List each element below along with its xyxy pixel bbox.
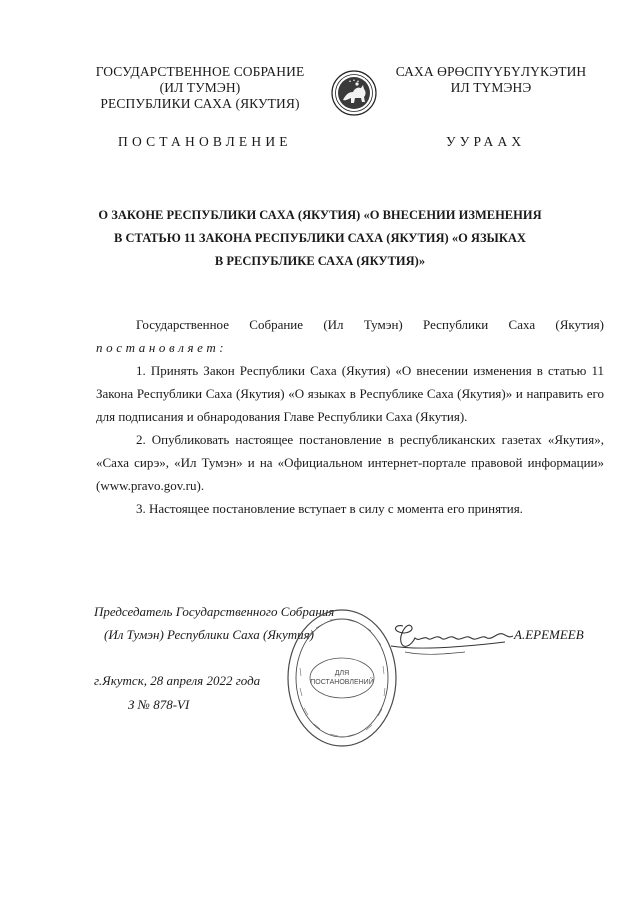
intro-word: Тумэн) [363, 317, 403, 332]
intro-word: (Ил [323, 317, 344, 332]
stamp-line-1: ДЛЯ [334, 670, 350, 677]
doc-type-russian: ПОСТАНОВЛЕНИЕ [118, 134, 292, 149]
document-number: З № 878-VI [128, 697, 190, 712]
paragraph-3: 3. Настоящее постановление вступает в силу с момента его принятия. [136, 501, 523, 516]
title-line-3: В РЕСПУБЛИКЕ САХА (ЯКУТИЯ)» [214, 254, 426, 268]
title-line-2: В СТАТЬЮ 11 ЗАКОНА РЕСПУБЛИКИ САХА (ЯКУТИЯ) «О ЯЗЫКАХ [114, 231, 526, 245]
paragraph-1: 1. Принять Закон Республики Саха (Якутия) «О внесении изменения в статью 11 Закона Республики Саха (Якутия) «О языках в Республике Саха (Якутия)» и направить его для подписания и обнародования Главе Республики Саха (Якутия). [96, 363, 604, 424]
issuer-yakut-line-2: ИЛ ТҮМЭНЭ [450, 80, 532, 95]
signatory-name: А.ЕРЕМЕЕВ [514, 627, 584, 642]
issuer-block-russian [80, 64, 320, 112]
document-body [96, 313, 604, 520]
issuer-block-yakut [378, 64, 604, 96]
handwritten-signature [385, 616, 517, 662]
official-stamp [286, 608, 398, 748]
stamp-center-text [286, 669, 398, 687]
intro-word: Собрание [249, 317, 304, 332]
intro-line [96, 313, 604, 336]
place-and-date: г.Якутск, 28 апреля 2022 года [94, 673, 261, 688]
intro-word: Республики [423, 317, 489, 332]
intro-word: (Якутия) [555, 317, 604, 332]
issuer-line-3: РЕСПУБЛИКИ САХА (ЯКУТИЯ) [100, 96, 300, 111]
signatory-position-line-2: (Ил Тумэн) Республики Саха (Якутия) [104, 627, 314, 642]
title-line-1: О ЗАКОНЕ РЕСПУБЛИКИ САХА (ЯКУТИЯ) «О ВНЕСЕНИИ ИЗМЕНЕНИЯ [98, 208, 542, 222]
document-title [60, 204, 580, 273]
doc-type-yakut: УУРААХ [446, 134, 526, 149]
issuer-line-2: (ИЛ ТУМЭН) [159, 80, 241, 95]
intro-word: Государственное [136, 317, 229, 332]
stamp-line-2: ПОСТАНОВЛЕНИЙ [310, 679, 374, 686]
issuer-line-1: ГОСУДАРСТВЕННОЕ СОБРАНИЕ [95, 64, 305, 79]
decree-word: постановляет: [96, 340, 228, 355]
paragraph-2: 2. Опубликовать настоящее постановление в республиканских газетах «Якутия», «Саха сирэ», «Ил Тумэн» и на «Официальном интернет-портале правовой информации» (www.pravo.gov.ru). [96, 432, 604, 493]
signatory-position-line-1: Председатель Государственного Собрания [94, 604, 335, 619]
coat-of-arms-emblem [331, 70, 377, 116]
intro-word: Саха [508, 317, 536, 332]
issuer-yakut-line-1: САХА ӨРӨСПҮҮБҮЛҮКЭТИН [395, 64, 587, 79]
